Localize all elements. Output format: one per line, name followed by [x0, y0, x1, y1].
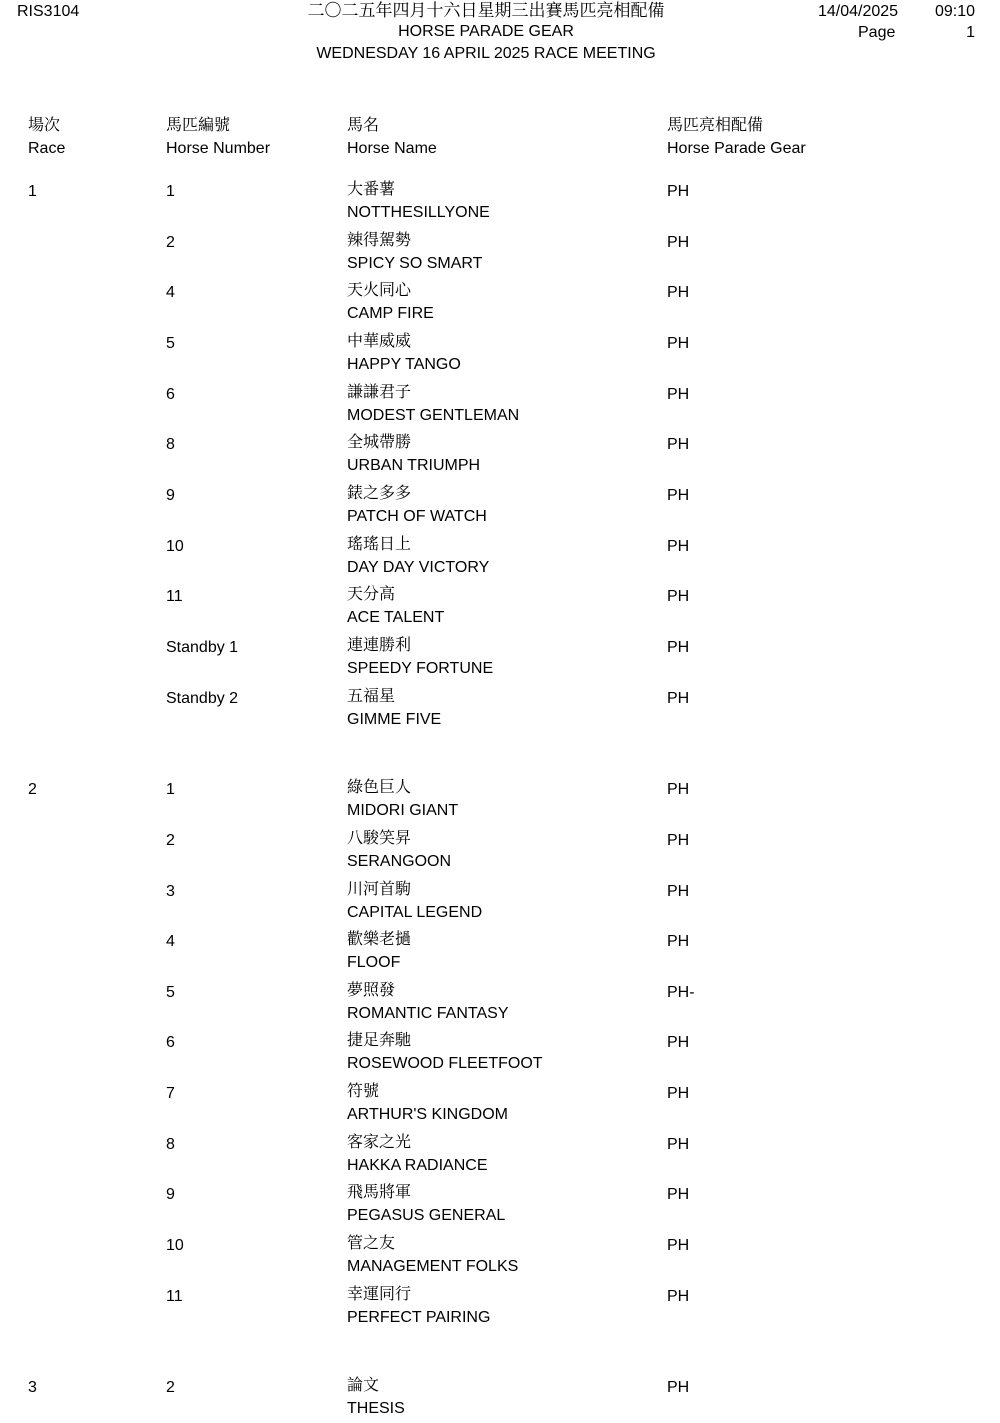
horse-number: 11	[166, 588, 183, 605]
parade-gear: PH	[667, 1379, 690, 1396]
parade-gear: PH	[667, 1186, 690, 1203]
horse-name: NOTTHESILLYONE	[347, 204, 490, 221]
horse-name-zh: 管之友	[347, 1235, 396, 1252]
table-row	[0, 688, 1000, 739]
horse-number: 7	[166, 1085, 175, 1102]
horse-number: 5	[166, 335, 175, 352]
table-row	[0, 637, 1000, 688]
horse-name: ROMANTIC FANTASY	[347, 1005, 509, 1022]
parade-gear: PH	[667, 183, 690, 200]
race-number: 1	[28, 183, 37, 200]
horse-name: DAY DAY VICTORY	[347, 559, 490, 576]
horse-name: MANAGEMENT FOLKS	[347, 1258, 519, 1275]
horse-number: 3	[166, 883, 175, 900]
horse-name-zh: 川河首駒	[347, 881, 412, 898]
horse-name: ACE TALENT	[347, 609, 445, 626]
horse-name-zh: 論文	[347, 1377, 380, 1394]
column-header-gear-zh: 馬匹亮相配備	[667, 117, 764, 134]
table-row	[0, 779, 1000, 830]
horse-number: 6	[166, 1034, 175, 1051]
horse-name-zh: 天火同心	[347, 282, 412, 299]
horse-number: 5	[166, 984, 175, 1001]
horse-number: 4	[166, 284, 175, 301]
parade-gear: PH	[667, 781, 690, 798]
horse-name-zh: 錶之多多	[347, 485, 412, 502]
report-id: RIS3104	[17, 3, 80, 20]
horse-name: CAPITAL LEGEND	[347, 904, 483, 921]
horse-name-zh: 五福星	[347, 688, 396, 705]
parade-gear: PH	[667, 883, 690, 900]
horse-name: CAMP FIRE	[347, 305, 434, 322]
horse-name: HAKKA RADIANCE	[347, 1157, 488, 1174]
horse-name: HAPPY TANGO	[347, 356, 461, 373]
table-row	[0, 1184, 1000, 1235]
horse-name-zh: 全城帶勝	[347, 434, 412, 451]
horse-number: 2	[166, 234, 175, 251]
table-row	[0, 232, 1000, 283]
horse-name-zh: 歡樂老撾	[347, 931, 412, 948]
table-row	[0, 931, 1000, 982]
parade-gear: PH	[667, 639, 690, 656]
horse-name: ARTHUR'S KINGDOM	[347, 1106, 508, 1123]
horse-name-zh: 中華威威	[347, 333, 412, 350]
horse-number: 11	[166, 1288, 183, 1305]
parade-gear: PH	[667, 1237, 690, 1254]
horse-name-zh: 捷足奔馳	[347, 1032, 412, 1049]
page-number: 1	[966, 24, 975, 41]
horse-number: 8	[166, 436, 175, 453]
horse-name: PEGASUS GENERAL	[347, 1207, 506, 1224]
horse-number: Standby 1	[166, 639, 239, 656]
table-row	[0, 536, 1000, 587]
parade-gear: PH	[667, 1136, 690, 1153]
horse-name: MIDORI GIANT	[347, 802, 459, 819]
horse-number: 2	[166, 1379, 175, 1396]
table-row	[0, 1083, 1000, 1134]
table-row	[0, 282, 1000, 333]
parade-gear: PH	[667, 234, 690, 251]
report-time: 09:10	[934, 3, 975, 20]
horse-number: 1	[166, 781, 175, 798]
horse-name-zh: 綠色巨人	[347, 779, 412, 796]
table-row	[0, 1377, 1000, 1423]
horse-number: 9	[166, 487, 175, 504]
horse-name: FLOOF	[347, 954, 401, 971]
horse-name-zh: 客家之光	[347, 1134, 412, 1151]
horse-number: 8	[166, 1136, 175, 1153]
parade-gear: PH	[667, 436, 690, 453]
parade-gear: PH	[667, 832, 690, 849]
horse-name: MODEST GENTLEMAN	[347, 407, 520, 424]
page-title: HORSE PARADE GEAR	[398, 23, 574, 40]
horse-number: 6	[166, 386, 175, 403]
parade-gear: PH	[667, 933, 690, 950]
table-row	[0, 384, 1000, 435]
horse-number: 10	[166, 538, 184, 555]
horse-name: GIMME FIVE	[347, 711, 442, 728]
table-row	[0, 830, 1000, 881]
column-header-race-zh: 場次	[28, 117, 61, 134]
column-header-number: Horse Number	[166, 140, 271, 157]
page-subtitle: WEDNESDAY 16 APRIL 2025 RACE MEETING	[316, 45, 656, 62]
table-row	[0, 434, 1000, 485]
column-header-name: Horse Name	[347, 140, 437, 157]
parade-gear: PH	[667, 1288, 690, 1305]
horse-name: SERANGOON	[347, 853, 452, 870]
race-number: 3	[28, 1379, 37, 1396]
horse-name: ROSEWOOD FLEETFOOT	[347, 1055, 543, 1072]
horse-number: 9	[166, 1186, 175, 1203]
table-row	[0, 881, 1000, 932]
horse-name-zh: 夢照發	[347, 982, 396, 999]
parade-gear: PH	[667, 386, 690, 403]
table-row	[0, 1032, 1000, 1083]
horse-name: SPICY SO SMART	[347, 255, 483, 272]
table-row	[0, 333, 1000, 384]
horse-name-zh: 符號	[347, 1083, 380, 1100]
table-row	[0, 181, 1000, 232]
horse-name: URBAN TRIUMPH	[347, 457, 481, 474]
horse-name: PATCH OF WATCH	[347, 508, 487, 525]
horse-number: 4	[166, 933, 175, 950]
horse-name: PERFECT PAIRING	[347, 1309, 491, 1326]
horse-name-zh: 連連勝利	[347, 637, 412, 654]
column-header-name-zh: 馬名	[347, 117, 380, 134]
horse-number: 2	[166, 832, 175, 849]
horse-name-zh: 八駿笑昇	[347, 830, 412, 847]
table-row	[0, 1286, 1000, 1337]
parade-gear: PH	[667, 1085, 690, 1102]
page-label: Page	[858, 24, 896, 41]
parade-gear: PH-	[667, 984, 695, 1001]
horse-number: 10	[166, 1237, 184, 1254]
table-row	[0, 485, 1000, 536]
column-header-number-zh: 馬匹編號	[166, 117, 231, 134]
parade-gear: PH	[667, 690, 690, 707]
parade-gear: PH	[667, 487, 690, 504]
horse-name: THESIS	[347, 1400, 405, 1417]
table-row	[0, 1134, 1000, 1185]
horse-name-zh: 瑤瑤日上	[347, 536, 412, 553]
horse-name: SPEEDY FORTUNE	[347, 660, 494, 677]
race-number: 2	[28, 781, 37, 798]
horse-name-zh: 幸運同行	[347, 1286, 412, 1303]
parade-gear: PH	[667, 335, 690, 352]
table-row	[0, 1235, 1000, 1286]
horse-name-zh: 大番薯	[347, 181, 396, 198]
horse-number: 1	[166, 183, 175, 200]
horse-number: Standby 2	[166, 690, 239, 707]
parade-gear: PH	[667, 538, 690, 555]
horse-name-zh: 飛馬將軍	[347, 1184, 412, 1201]
page-title-chinese: 二〇二五年四月十六日星期三出賽馬匹亮相配備	[307, 1, 665, 20]
report-date: 14/04/2025	[818, 3, 899, 20]
parade-gear: PH	[667, 284, 690, 301]
column-header-race: Race	[28, 140, 66, 157]
parade-gear: PH	[667, 588, 690, 605]
table-row	[0, 982, 1000, 1033]
horse-name-zh: 天分高	[347, 586, 396, 603]
table-row	[0, 586, 1000, 637]
horse-name-zh: 辣得駕勢	[347, 232, 412, 249]
parade-gear: PH	[667, 1034, 690, 1051]
horse-name-zh: 謙謙君子	[347, 384, 412, 401]
column-header-gear: Horse Parade Gear	[667, 140, 806, 157]
